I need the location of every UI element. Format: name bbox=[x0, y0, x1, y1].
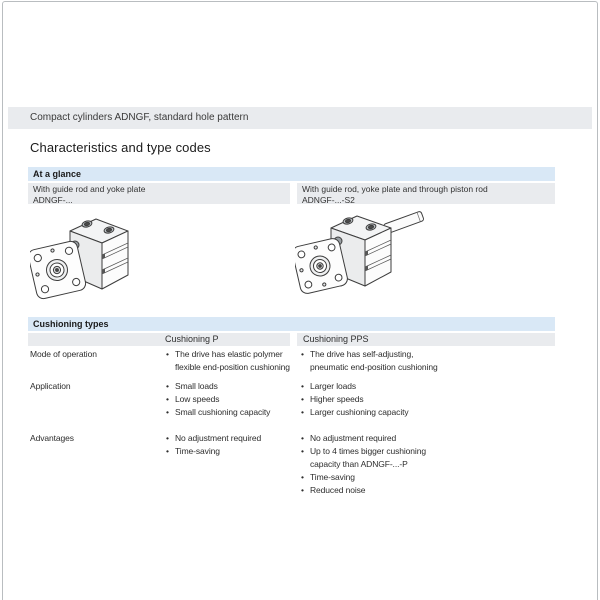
bullet-item: • No adjustment required bbox=[165, 432, 295, 445]
variant-type-code: ADNGF-...-S2 bbox=[302, 195, 355, 205]
cylinder-drawing-adngf bbox=[30, 209, 135, 305]
cushioning-p-cell bbox=[165, 348, 295, 374]
bullet-item: • The drive has self-adjusting, pneumatic end-position cushioning bbox=[300, 348, 452, 374]
at-a-glance-heading: At a glance bbox=[28, 167, 555, 181]
variant-card-adngf-s2 bbox=[297, 183, 555, 204]
variant-description: With guide rod, yoke plate and through piston rod bbox=[302, 184, 488, 194]
bullet-item: • Reduced noise bbox=[300, 484, 452, 497]
bullet-item: • Low speeds bbox=[165, 393, 295, 406]
bullet-item: • Time-saving bbox=[300, 471, 452, 484]
topic-band: Compact cylinders ADNGF, standard hole pattern bbox=[8, 107, 592, 129]
row-label: Application bbox=[30, 381, 71, 391]
bullet-item: • Small loads bbox=[165, 380, 295, 393]
bullet-item: • Higher speeds bbox=[300, 393, 452, 406]
variant-description: With guide rod and yoke plate bbox=[33, 184, 146, 194]
bullet-item: • Small cushioning capacity bbox=[165, 406, 295, 419]
page-title: Characteristics and type codes bbox=[30, 140, 211, 155]
variant-type-code: ADNGF-... bbox=[33, 195, 73, 205]
bullet-item: • Larger loads bbox=[300, 380, 452, 393]
cushioning-p-cell bbox=[165, 432, 295, 458]
variant-card-adngf bbox=[28, 183, 290, 204]
row-label: Mode of operation bbox=[30, 349, 97, 359]
cushioning-types-heading: Cushioning types bbox=[28, 317, 555, 331]
cushioning-pps-cell bbox=[300, 348, 452, 374]
bullet-item: • No adjustment required bbox=[300, 432, 452, 445]
row-label: Advantages bbox=[30, 433, 74, 443]
bullet-item: • Larger cushioning capacity bbox=[300, 406, 452, 419]
column-header-cushioning-p: Cushioning P bbox=[28, 333, 290, 346]
bullet-item: • Time-saving bbox=[165, 445, 295, 458]
cushioning-pps-cell bbox=[300, 432, 452, 497]
cushioning-p-cell bbox=[165, 380, 295, 419]
cylinder-drawing-adngf-s2 bbox=[295, 202, 435, 308]
bullet-item: • The drive has elastic polymer flexible end-position cushioning bbox=[165, 348, 295, 374]
column-header-cushioning-pps: Cushioning PPS bbox=[297, 333, 555, 346]
cushioning-pps-cell bbox=[300, 380, 452, 419]
bullet-item: • Up to 4 times bigger cushioning capacity than ADNGF-...-P bbox=[300, 445, 452, 471]
